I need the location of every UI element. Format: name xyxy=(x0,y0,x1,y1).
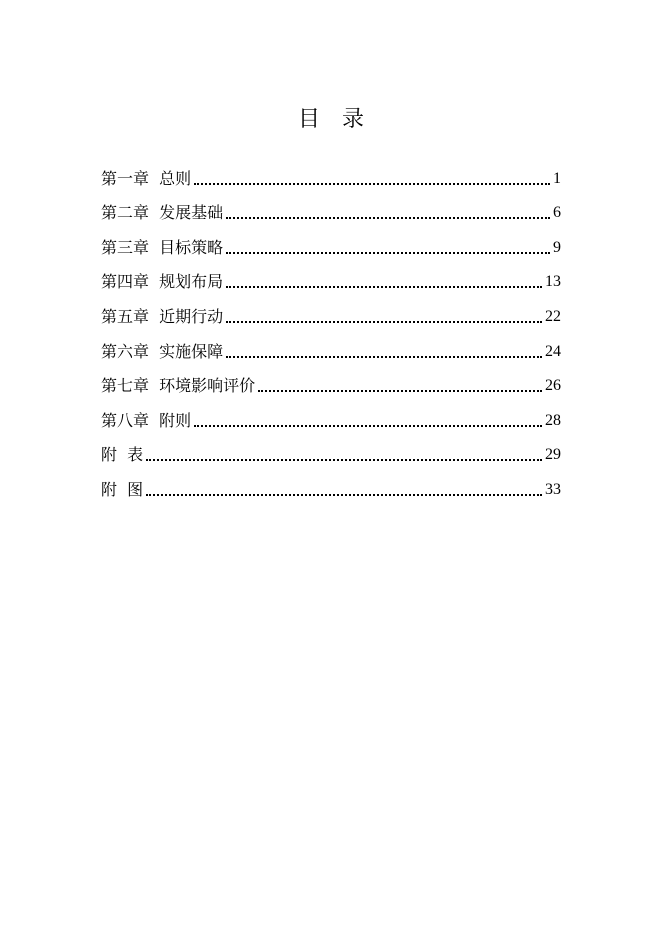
dot-leader xyxy=(194,414,542,434)
toc-title-left: 目 xyxy=(297,107,320,132)
toc-entry-label: 第八章 附则 xyxy=(101,410,192,430)
toc-entry-page: 24 xyxy=(545,342,561,360)
dot-leader xyxy=(226,206,550,226)
toc-entry-page: 33 xyxy=(545,480,561,498)
dot-leader xyxy=(226,241,550,261)
toc-entry-chapter-4[interactable] xyxy=(101,261,561,296)
toc-entry-label: 第五章 近期行动 xyxy=(101,306,224,326)
toc-entry-page: 1 xyxy=(553,169,561,187)
toc-entry-label: 第二章 发展基础 xyxy=(101,203,224,223)
toc-entry-page: 26 xyxy=(545,377,561,395)
dot-leader xyxy=(226,345,542,365)
toc-entry-label: 第七章 环境影响评价 xyxy=(101,376,256,396)
toc-entry-chapter-6[interactable] xyxy=(101,330,561,365)
dot-leader xyxy=(226,310,542,330)
toc-entry-page: 28 xyxy=(545,411,561,429)
toc-entry-label: 附 图 xyxy=(101,479,144,499)
toc-entry-chapter-1[interactable] xyxy=(101,157,561,192)
toc-entry-chapter-2[interactable] xyxy=(101,192,561,227)
toc-entry-label: 第一章 总则 xyxy=(101,168,192,188)
toc-entry-chapter-3[interactable] xyxy=(101,226,561,261)
toc-entry-chapter-5[interactable] xyxy=(101,295,561,330)
toc-entry-label: 第三章 目标策略 xyxy=(101,237,224,257)
toc-entry-page: 6 xyxy=(553,204,561,222)
toc-entry-page: 22 xyxy=(545,307,561,325)
dot-leader xyxy=(146,483,542,503)
toc-entry-appendix-figures[interactable] xyxy=(101,468,561,503)
toc-title xyxy=(0,104,662,136)
dot-leader xyxy=(194,172,550,192)
toc-entry-page: 29 xyxy=(545,446,561,464)
toc-entry-label: 附 表 xyxy=(101,445,144,465)
dot-leader xyxy=(258,379,542,399)
toc-entry-chapter-7[interactable] xyxy=(101,365,561,400)
toc-entry-label: 第四章 规划布局 xyxy=(101,272,224,292)
toc-entry-label: 第六章 实施保障 xyxy=(101,341,224,361)
toc-entry-appendix-tables[interactable] xyxy=(101,434,561,469)
dot-leader xyxy=(146,448,542,468)
toc-list xyxy=(101,157,561,503)
toc-entry-page: 9 xyxy=(553,238,561,256)
toc-entry-chapter-8[interactable] xyxy=(101,399,561,434)
dot-leader xyxy=(226,275,542,295)
toc-title-right: 录 xyxy=(342,107,365,132)
toc-entry-page: 13 xyxy=(545,273,561,291)
